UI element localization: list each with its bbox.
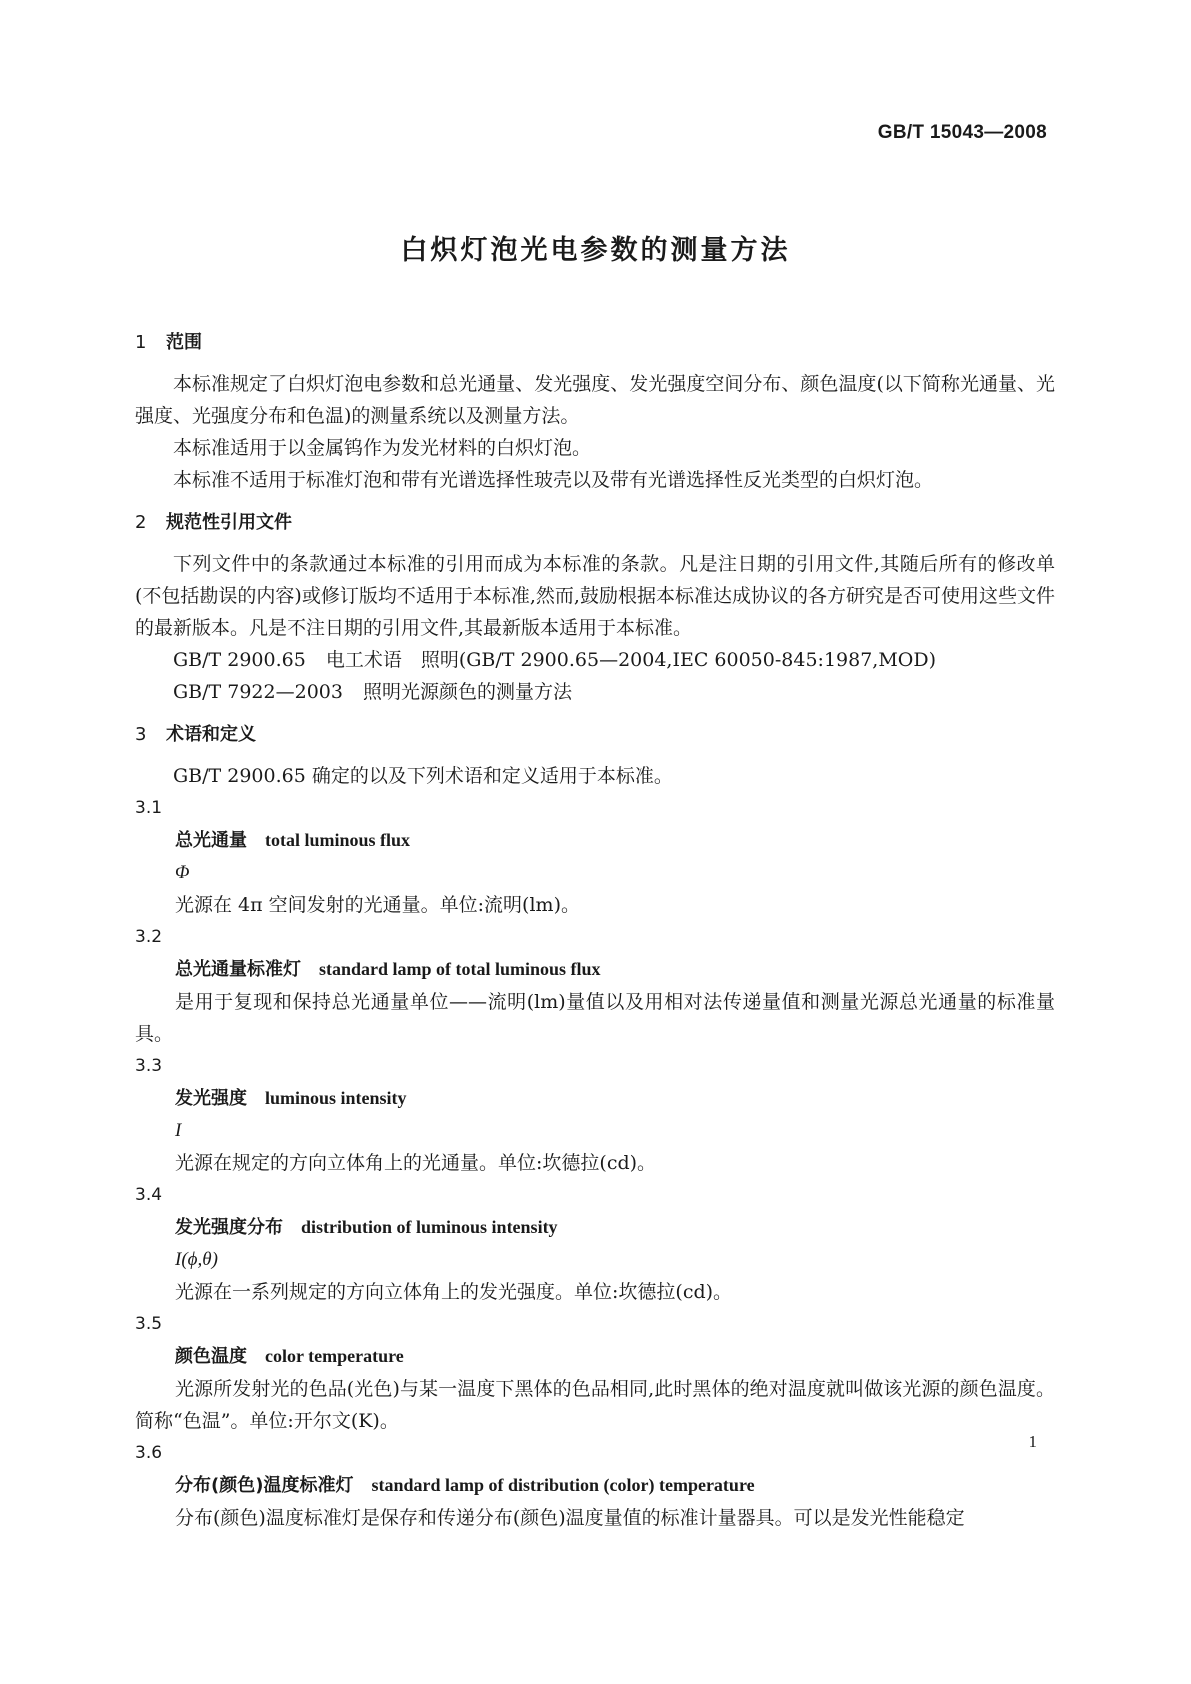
section-3-heading <box>135 718 1055 752</box>
term-heading <box>135 953 1055 986</box>
term-definition: 是用于复现和保持总光通量单位——流明(lm)量值以及用相对法传递量值和测量光源总光通量的标准量具。 <box>135 991 1055 1045</box>
section-number: 3 <box>135 724 147 745</box>
term-en: luminous intensity <box>265 1088 407 1108</box>
term-zh: 发光强度 <box>175 1088 247 1109</box>
section-title: 规范性引用文件 <box>166 512 292 533</box>
term-zh: 分布(颜色)温度标准灯 <box>175 1475 354 1496</box>
section-title: 术语和定义 <box>166 724 256 745</box>
term-heading <box>135 1469 1055 1502</box>
term-heading <box>135 1340 1055 1373</box>
clause-number: 3.4 <box>135 1185 163 1205</box>
paragraph: 下列文件中的条款通过本标准的引用而成为本标准的条款。凡是注日期的引用文件,其随后所有的修改单(不包括勘误的内容)或修订版均不适用于本标准,然而,鼓励根据本标准达成协议的各方研究是否可使用这些文件的最新版本。凡是不注日期的引用文件,其最新版本适用于本标准。 <box>135 553 1055 639</box>
section-number: 2 <box>135 512 147 533</box>
term-zh: 总光通量标准灯 <box>175 959 301 980</box>
section-title: 范围 <box>166 332 202 353</box>
paragraph: 本标准不适用于标准灯泡和带有光谱选择性玻壳以及带有光谱选择性反光类型的白炽灯泡。 <box>173 469 934 491</box>
section-number: 1 <box>135 332 147 353</box>
term-zh: 发光强度分布 <box>175 1217 283 1238</box>
reference-code: GB/T 2900.65 <box>173 649 306 671</box>
reference-code: GB/T 7922—2003 <box>173 681 343 703</box>
reference-title: 电工术语 照明(GB/T 2900.65—2004,IEC 60050-845:1987,MOD) <box>325 649 937 671</box>
clause-number: 3.3 <box>135 1056 163 1076</box>
reference-item <box>135 676 1055 708</box>
document-title: 白炽灯泡光电参数的测量方法 <box>400 235 791 266</box>
clause-number: 3.2 <box>135 927 163 947</box>
clause-number: 3.1 <box>135 798 163 818</box>
reference-title: 照明光源颜色的测量方法 <box>362 681 572 703</box>
term-symbol: I <box>175 1120 182 1141</box>
term-symbol: Φ <box>175 862 190 883</box>
term-definition: 光源在 4π 空间发射的光通量。单位:流明(lm)。 <box>175 894 580 916</box>
term-heading <box>135 824 1055 857</box>
section-2-heading <box>135 506 1055 540</box>
term-definition: 光源在一系列规定的方向立体角上的发光强度。单位:坎德拉(cd)。 <box>175 1281 733 1303</box>
document-body <box>135 326 1055 1534</box>
paragraph: GB/T 2900.65 确定的以及下列术语和定义适用于本标准。 <box>173 765 673 787</box>
reference-item <box>135 644 1055 676</box>
term-zh: 颜色温度 <box>175 1346 247 1367</box>
term-heading <box>135 1211 1055 1244</box>
term-definition: 光源所发射光的色品(光色)与某一温度下黑体的色品相同,此时黑体的绝对温度就叫做该光源的颜色温度。简称“色温”。单位:开尔文(K)。 <box>135 1378 1055 1432</box>
paragraph: 本标准适用于以金属钨作为发光材料的白炽灯泡。 <box>173 437 592 459</box>
term-definition: 分布(颜色)温度标准灯是保存和传递分布(颜色)温度量值的标准计量器具。可以是发光性能稳定 <box>175 1507 965 1529</box>
section-1-heading <box>135 326 1055 360</box>
page-number: 1 <box>1028 1432 1037 1451</box>
clause-number: 3.6 <box>135 1443 163 1463</box>
term-zh: 总光通量 <box>175 830 247 851</box>
term-definition: 光源在规定的方向立体角上的光通量。单位:坎德拉(cd)。 <box>175 1152 657 1174</box>
term-en: color temperature <box>265 1346 404 1366</box>
clause-number: 3.5 <box>135 1314 163 1334</box>
standard-number: GB/T 15043—2008 <box>877 122 1047 143</box>
paragraph: 本标准规定了白炽灯泡电参数和总光通量、发光强度、发光强度空间分布、颜色温度(以下简称光通量、光强度、光强度分布和色温)的测量系统以及测量方法。 <box>135 373 1055 427</box>
term-en: standard lamp of distribution (color) temperature <box>371 1475 755 1495</box>
term-en: distribution of luminous intensity <box>301 1217 558 1237</box>
term-en: total luminous flux <box>265 830 411 850</box>
term-en: standard lamp of total luminous flux <box>319 959 601 979</box>
term-heading <box>135 1082 1055 1115</box>
term-symbol: I(ϕ,θ) <box>175 1249 218 1270</box>
